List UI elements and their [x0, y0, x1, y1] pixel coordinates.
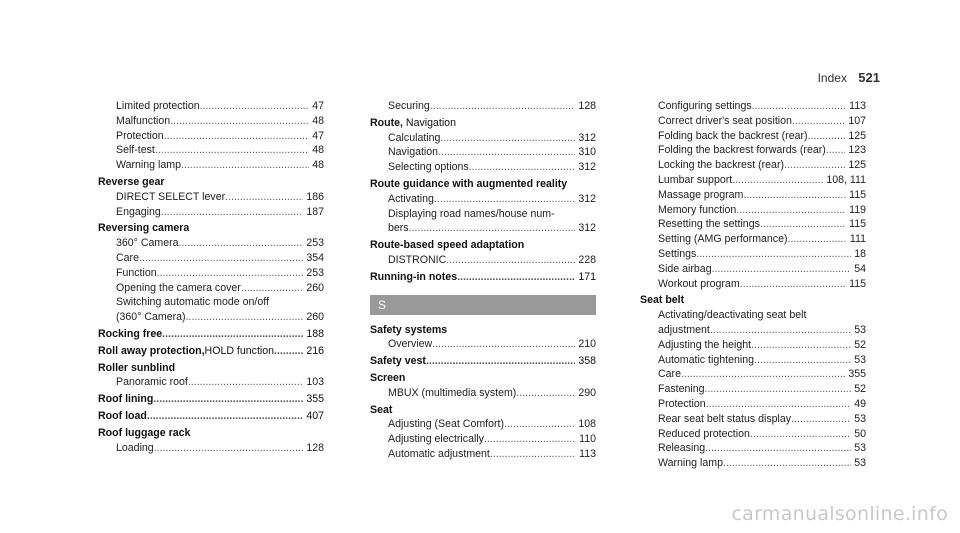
- index-entry[interactable]: MBUX (multimedia system) ..... 290: [370, 386, 596, 401]
- index-entry[interactable]: (360° Camera) ..... 260: [98, 310, 324, 325]
- index-entry[interactable]: Correct driver's seat position ..... 107: [640, 114, 866, 129]
- index-entry[interactable]: Overview ..... 210: [370, 337, 596, 352]
- index-entry-line: Activating/deactivating seat belt: [658, 309, 807, 322]
- index-column-3: [640, 99, 866, 471]
- index-entry[interactable]: Automatic tightening ..... 53: [640, 353, 866, 368]
- index-heading: Seat: [370, 403, 393, 416]
- index-entry[interactable]: bers ..... 312: [370, 221, 596, 236]
- index-entry[interactable]: Protection ..... 47: [98, 129, 324, 144]
- index-heading[interactable]: Roof lining ..... 355: [98, 392, 324, 407]
- index-entry[interactable]: Calculating ..... 312: [370, 131, 596, 146]
- index-entry[interactable]: Loading ..... 128: [98, 441, 324, 456]
- index-entry[interactable]: Massage program ..... 115: [640, 188, 866, 203]
- index-entry[interactable]: Care ..... 355: [640, 367, 866, 382]
- index-heading[interactable]: Rocking free ..... 188: [98, 327, 324, 342]
- index-entry[interactable]: Warning lamp ..... 53: [640, 456, 866, 471]
- index-entry[interactable]: Panoramic roof ..... 103: [98, 375, 324, 390]
- index-heading[interactable]: Roof load ..... 407: [98, 409, 324, 424]
- index-entry[interactable]: Securing ..... 128: [370, 99, 596, 114]
- index-entry[interactable]: DIRECT SELECT lever ..... 186: [98, 190, 324, 205]
- index-entry[interactable]: Folding the backrest forwards (rear) ..... 123: [640, 143, 866, 158]
- index-entry[interactable]: Navigation ..... 310: [370, 145, 596, 160]
- index-entry[interactable]: Setting (AMG performance) ..... 111: [640, 232, 866, 247]
- index-entry[interactable]: Configuring settings ..... 113: [640, 99, 866, 114]
- index-column-2: [370, 99, 596, 462]
- index-entry-line: Displaying road names/house num-: [388, 207, 555, 220]
- index-entry[interactable]: Folding back the backrest (rear) ..... 125: [640, 129, 866, 144]
- index-entry[interactable]: Self-test ..... 48: [98, 143, 324, 158]
- section-title: Index: [817, 71, 847, 85]
- index-entry[interactable]: Workout program ..... 115: [640, 277, 866, 292]
- index-heading[interactable]: Safety vest ..... 358: [370, 354, 596, 369]
- index-entry[interactable]: adjustment ..... 53: [640, 323, 866, 338]
- page-header: [818, 70, 880, 85]
- index-entry[interactable]: Fastening ..... 52: [640, 382, 866, 397]
- letter-section-bar: S: [370, 295, 596, 315]
- index-entry[interactable]: Releasing ..... 53: [640, 441, 866, 456]
- index-heading: Safety systems: [370, 323, 448, 336]
- index-entry[interactable]: DISTRONIC ..... 228: [370, 253, 596, 268]
- index-entry[interactable]: 360° Camera ..... 253: [98, 236, 324, 251]
- index-entry[interactable]: Activating ..... 312: [370, 192, 596, 207]
- index-entry[interactable]: Locking the backrest (rear) ..... 125: [640, 158, 866, 173]
- index-heading: Roof luggage rack: [98, 426, 191, 439]
- index-heading: Route, Navigation: [370, 116, 456, 129]
- index-heading: Screen: [370, 371, 406, 384]
- index-entry[interactable]: Settings ..... 18: [640, 247, 866, 262]
- index-column-1: [98, 99, 324, 455]
- index-entry[interactable]: Lumbar support ..... 108, 111: [640, 173, 866, 188]
- index-entry[interactable]: Function ..... 253: [98, 266, 324, 281]
- index-entry[interactable]: Rear seat belt status display ..... 53: [640, 412, 866, 427]
- watermark: carmanualsonline.info: [731, 503, 948, 525]
- index-heading: Reverse gear: [98, 175, 165, 188]
- index-entry[interactable]: Adjusting the height ..... 52: [640, 338, 866, 353]
- index-entry[interactable]: Warning lamp ..... 48: [98, 158, 324, 173]
- index-entry[interactable]: Side airbag ..... 54: [640, 262, 866, 277]
- index-entry[interactable]: Opening the camera cover ..... 260: [98, 281, 324, 296]
- index-entry[interactable]: Memory function ..... 119: [640, 203, 866, 218]
- index-entry[interactable]: Malfunction ..... 48: [98, 114, 324, 129]
- page-number: 521: [858, 70, 880, 85]
- index-entry[interactable]: Reduced protection ..... 50: [640, 427, 866, 442]
- index-heading: Roller sunblind: [98, 361, 176, 374]
- index-entry[interactable]: Resetting the settings ..... 115: [640, 217, 866, 232]
- index-entry[interactable]: Selecting options ..... 312: [370, 160, 596, 175]
- index-entry[interactable]: Limited protection ..... 47: [98, 99, 324, 114]
- index-entry[interactable]: Adjusting electrically ..... 110: [370, 432, 596, 447]
- index-heading: Route-based speed adaptation: [370, 239, 525, 252]
- index-entry-line: Switching automatic mode on/off: [116, 296, 269, 309]
- index-heading: Route guidance with augmented reality: [370, 177, 568, 190]
- index-entry[interactable]: Care ..... 354: [98, 251, 324, 266]
- index-heading: Reversing camera: [98, 222, 190, 235]
- index-entry[interactable]: Protection ..... 49: [640, 397, 866, 412]
- index-entry[interactable]: Automatic adjustment ..... 113: [370, 447, 596, 462]
- index-heading: Seat belt: [640, 294, 685, 307]
- index-entry[interactable]: Adjusting (Seat Comfort) ..... 108: [370, 417, 596, 432]
- index-heading[interactable]: Roll away protection, HOLD function ..... 216: [98, 344, 324, 359]
- index-heading[interactable]: Running-in notes ..... 171: [370, 270, 596, 285]
- index-entry[interactable]: Engaging ..... 187: [98, 205, 324, 220]
